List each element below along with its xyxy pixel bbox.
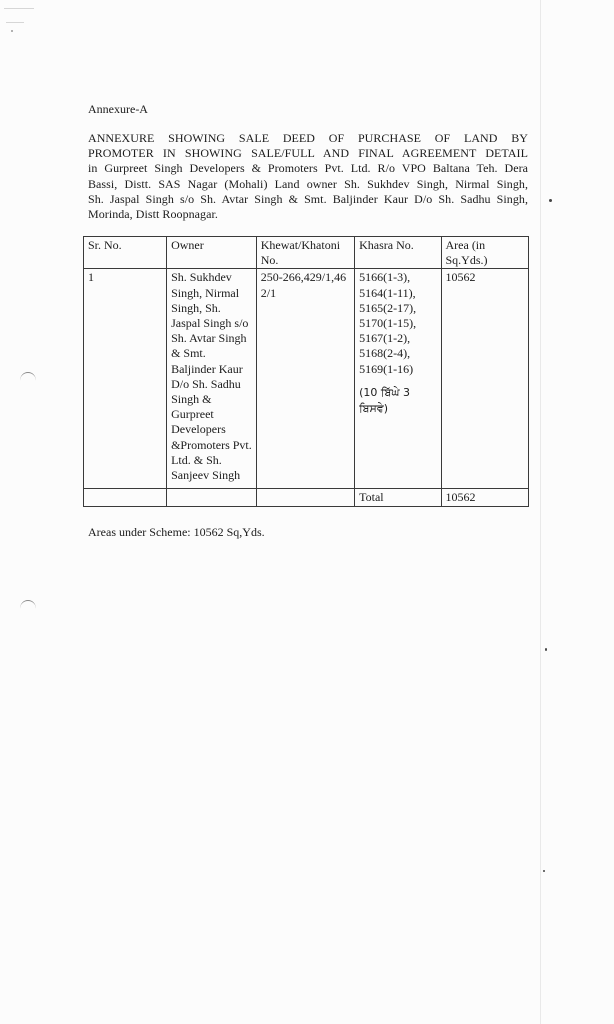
table-header-row: [84, 237, 529, 269]
khasra-note-punjabi: (10 ਬਿੱਘੇ 3 ਬਿਸਵੇ): [359, 385, 410, 415]
scan-speck: [11, 30, 13, 32]
total-empty-cell: [256, 489, 354, 506]
intro-line-4: Bassi, Distt. SAS Nagar (Mohali) Land owner Sh. Sukhdev Singh, Nirmal Singh,: [88, 176, 528, 191]
total-empty-cell: [167, 489, 257, 506]
header-sr-no: Sr. No.: [84, 237, 167, 269]
cell-owner: Sh. Sukhdev Singh, Nirmal Singh, Sh. Jaspal Singh s/o Sh. Avtar Singh & Smt. Baljinder Kaur D/o Sh. Sadhu Singh & Gurpreet Developers &Promoters Pvt. Ltd. & Sh. Sanjeev Singh: [167, 269, 257, 489]
header-khewat: Khewat/Khatoni No.: [256, 237, 354, 269]
scan-scuff: [4, 8, 34, 9]
khasra-entry: 5168(2-4),: [359, 346, 411, 361]
cell-sr-no: 1: [84, 269, 167, 489]
intro-line-6: Morinda, Distt Roopnagar.: [88, 207, 218, 222]
intro-paragraph: [88, 131, 528, 222]
header-khasra: Khasra No.: [355, 237, 441, 269]
khasra-entry: 5170(1-15),: [359, 316, 417, 331]
intro-line-5: Sh. Jaspal Singh s/o Sh. Avtar Singh & Smt. Baljinder Kaur D/o Sh. Sadhu Singh,: [88, 191, 528, 206]
scan-speck: [545, 648, 547, 651]
khasra-entry: 5169(1-16): [359, 361, 414, 376]
intro-caps-line-2: PROMOTER IN SHOWING SALE/FULL AND FINAL AGREEMENT DETAIL: [88, 146, 528, 161]
scan-speck: [549, 199, 552, 202]
punch-hole-mark: [20, 372, 36, 389]
total-value: 10562: [441, 489, 529, 506]
khasra-gap: [359, 377, 437, 385]
khasra-entry: 5164(1-11),: [359, 285, 416, 300]
total-label: Total: [355, 489, 441, 506]
intro-caps-line-1: ANNEXURE SHOWING SALE DEED OF PURCHASE OF LAND BY: [88, 131, 528, 145]
table-total-row: [84, 489, 529, 506]
cell-area: 10562: [441, 269, 529, 489]
sale-deed-table: [83, 236, 529, 507]
intro-line-3: in Gurpreet Singh Developers & Promoters Pvt. Ltd. R/o VPO Baltana Teh. Dera: [88, 161, 528, 176]
areas-under-scheme-note: Areas under Scheme: 10562 Sq,Yds.: [88, 525, 265, 539]
page-edge-shadow: [540, 0, 541, 1024]
table-row: [84, 269, 529, 489]
scan-speck: [543, 870, 545, 872]
khasra-entry: 5165(2-17),: [359, 300, 417, 315]
total-empty-cell: [84, 489, 167, 506]
cell-khasra: [355, 269, 441, 489]
cell-khewat: 250-266,429/1,462/1: [256, 269, 354, 489]
khasra-entry: 5167(1-2),: [359, 331, 411, 346]
scan-scuff: [6, 22, 24, 23]
header-owner: Owner: [167, 237, 257, 269]
khasra-entry: 5166(1-3),: [359, 270, 411, 285]
punch-hole-mark: [20, 600, 36, 617]
annexure-heading: Annexure-A: [88, 102, 148, 116]
header-area: Area (in Sq.Yds.): [441, 237, 529, 269]
